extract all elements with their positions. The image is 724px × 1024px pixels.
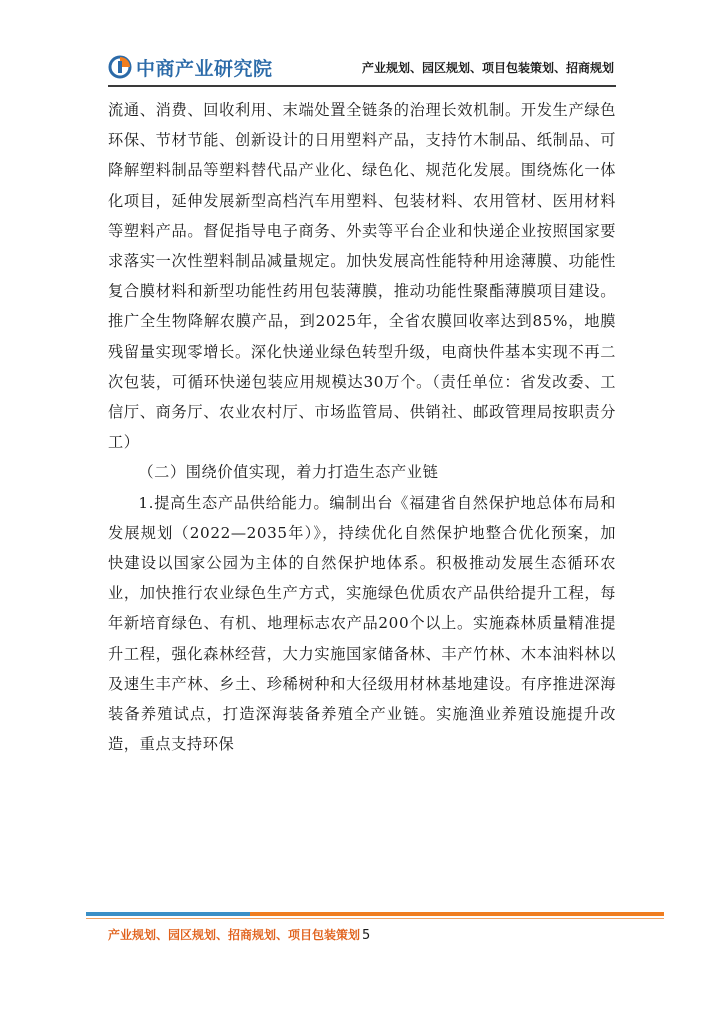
footer-bar-blue <box>86 912 250 916</box>
header-tagline: 产业规划、园区规划、项目包装策划、招商规划 <box>361 61 614 75</box>
header-divider <box>108 85 616 87</box>
section-heading: （二）围绕价值实现，着力打造生态产业链 <box>138 463 439 482</box>
footer-thin-rule <box>86 918 664 919</box>
logo-mark-icon <box>108 55 132 79</box>
page-number: 5 <box>362 928 371 943</box>
body-paragraph: 1.提高生态产品供给能力。编制出台《福建省自然保护地总体布局和发展规划（2022—2035年）》，持续优化自然保护地整合优化预案，加快建设以国家公园为主体的自然保护地体系。积极推动发展生态循环农业，加快推行农业绿色生产方式，实施绿色优质农产品供给提升工程，每年新培育绿色、有机、地理标志农产品200个以上。实施森林质量精准提升工程，强化森林经营，大力实施国家储备林、丰产竹林、木本油料林以及速生丰产林、乡土、珍稀树种和大径级用材林基地建设。有序推进深海装备养殖试点，打造深海装备养殖全产业链。实施渔业养殖设施提升改造，重点支持环保 <box>108 493 616 754</box>
page-footer <box>108 926 370 943</box>
logo <box>108 54 273 80</box>
body-paragraph: 流通、消费、回收利用、末端处置全链条的治理长效机制。开发生产绿色环保、节材节能、创新设计的日用塑料产品，支持竹木制品、纸制品、可降解塑料制品等塑料替代品产业化、绿色化、规范化发展。围绕炼化一体化项目，延伸发展新型高档汽车用塑料、包装材料、农用管材、医用材料等塑料产品。督促指导电子商务、外卖等平台企业和快递企业按照国家要求落实一次性塑料制品减量规定。加快发展高性能特种用途薄膜、功能性复合膜材料和新型功能性药用包装薄膜，推动功能性聚酯薄膜项目建设。推广全生物降解农膜产品，到2025年，全省农膜回收率达到85%，地膜残留量实现零增长。深化快递业绿色转型升级，电商快件基本实现不再二次包装，可循环快递包装应用规模达30万个。（责任单位：省发改委、工信厅、商务厅、农业农村厅、市场监管局、供销社、邮政管理局按职责分工） <box>108 101 616 452</box>
footer-tagline: 产业规划、园区规划、招商规划、项目包装策划 <box>108 928 361 942</box>
document-body <box>108 95 616 759</box>
logo-text: 中商产业研究院 <box>136 57 273 80</box>
page-header <box>0 0 724 92</box>
footer-bar-orange <box>250 912 664 916</box>
